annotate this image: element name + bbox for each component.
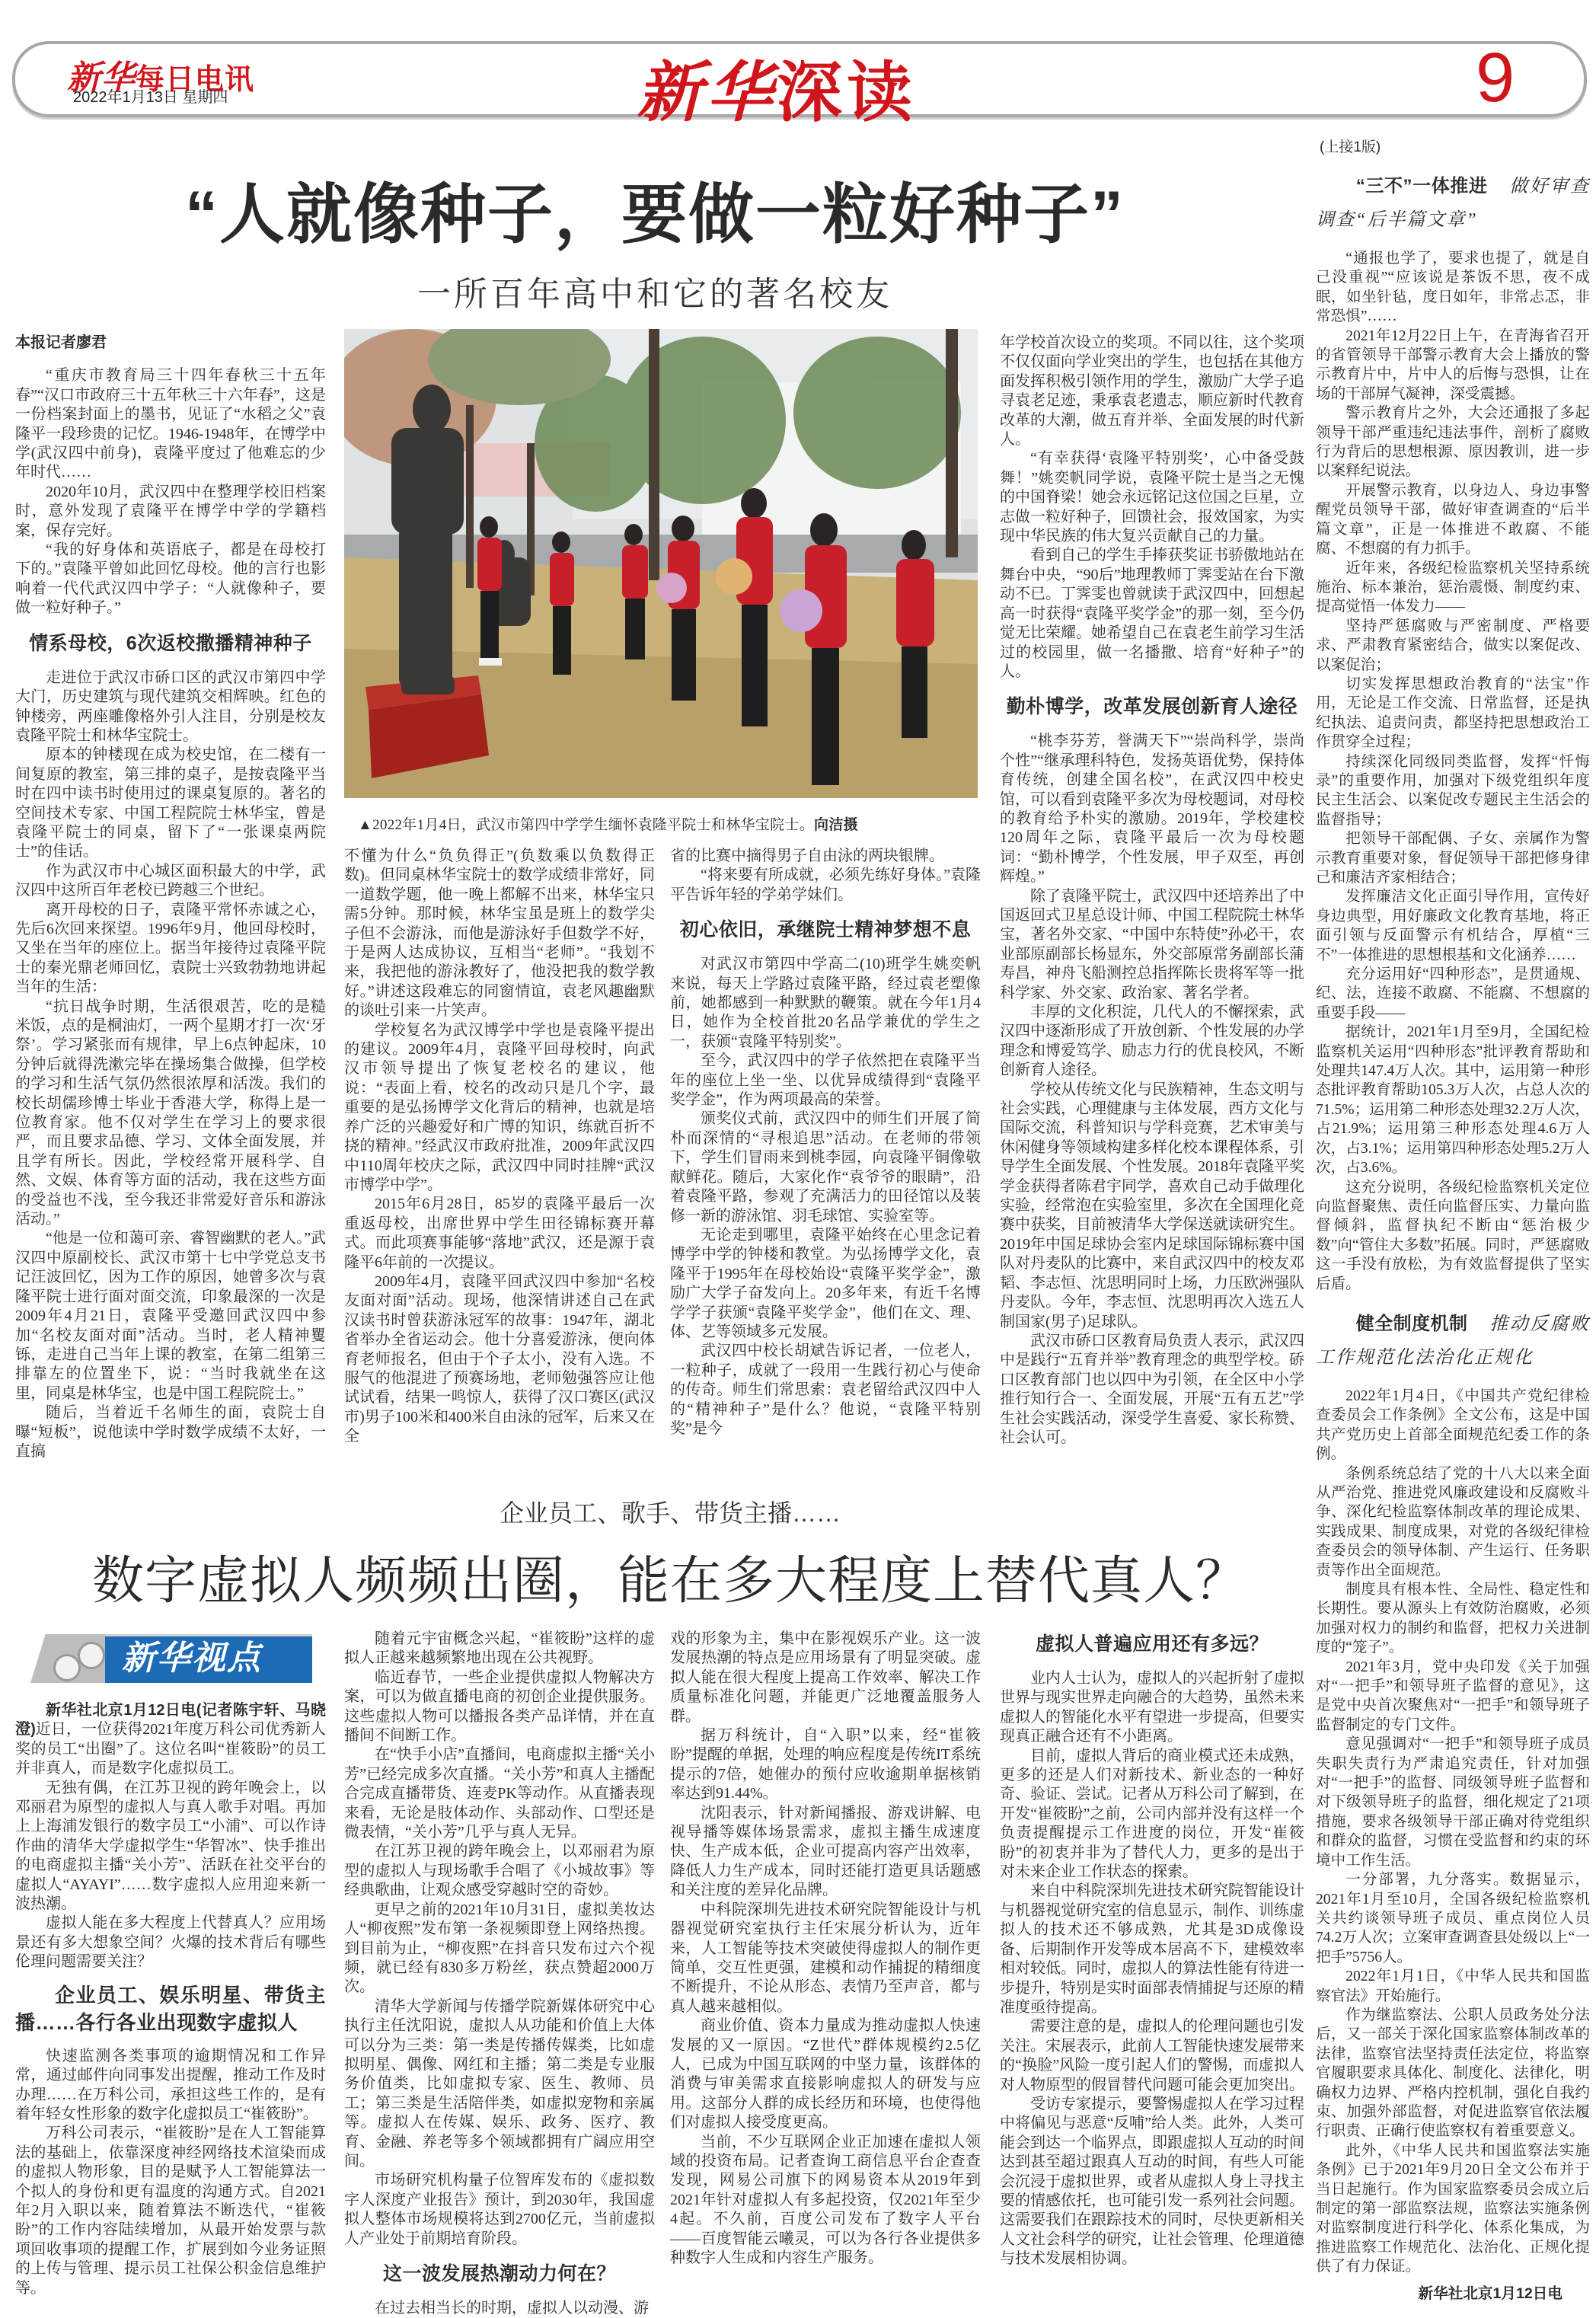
section-heading: 企业员工、娱乐明星、带货主播……各行各业出现数字虚拟人 — [15, 1983, 326, 2034]
section-heading: 这一波发展热潮动力何在？ — [382, 2263, 616, 2284]
section-heading-main: 健全制度机制 — [1355, 1313, 1468, 1334]
paragraph: 警示教育片之外，大会还通报了多起领导干部严重违纪违法事件，剖析了腐败行为背后的思想根源、原因教训，进一步以案释纪说法。 — [1316, 405, 1590, 480]
paragraph: “我的好身体和英语底子，都是在母校打下的。”袁隆平曾如此回忆母校。他的言行也影响着一代代武汉四中学子：“人就像种子，要做一粒好种子。” — [15, 541, 326, 617]
paragraph: 据万科统计，自“入职”以来，经“崔筱盼”提醒的单据，处理的响应程度是传统IT系统提示的7倍，她催办的预付应收逾期单据核销率达到91.44%。 — [670, 1727, 981, 1802]
section-heading: 初心依旧，承继院士精神梦想不息 — [679, 919, 972, 941]
lead-text: 近日，一位获得2021年度万科公司优秀新人奖的员工“出圈”了。这位名叫“崔筱盼”的员工并非真人，而是数字化虚拟员工。 — [15, 1721, 326, 1777]
paragraph: 切实发挥思想政治教育的“法宝”作用，无论是工作交流、日常监督，还是执纪执法、追责问责，都坚持把思想政治工作贯穿全过程； — [1316, 675, 1590, 751]
paragraph: 这充分说明，各级纪检监察机关定位向监督聚焦、责任向监督压实、力量向监督倾斜，监督执纪不断由“惩治极少数”向“管住大多数”拓展。同时，严惩腐败这一手没有放松，为有效监督提供了坚实后盾。 — [1316, 1179, 1590, 1292]
paragraph: 除了袁隆平院士，武汉四中还培养出了中国返回式卫星总设计师、中国工程院院士林华宝，著名外交家、“中国中东特使”孙必干，农业部原副部长杨显东，外交部原常务副部长蒲寿昌，神舟飞船测控总指挥陈长贵将军等一批科学家、外交家、政治家、著名学者。 — [1000, 887, 1304, 1001]
paragraph-continued: 不懂为什么“负负得正”(负数乘以负数得正数)。但同桌林华宝院士的数学成绩非常好，同一道数学题，他一晚上都解不出来，林华宝只需5分钟。那时候，林华宝虽是班上的数学尖子但不会游泳，而他是游泳好手但数学不好，于是两人达成协议，互相当“老师”。“我划不来，我把他的游泳教好了，他没把我的数学教好。”讲述这段难忘的同窗情谊，袁老风趣幽默的谈吐引来一片笑声。 — [344, 848, 655, 1020]
continued-from-label: (上接1版) — [1320, 139, 1381, 155]
story1-column-3 — [670, 847, 981, 1438]
section-heading-secondary: 做好审查调查“后半篇文章” — [1316, 177, 1591, 230]
issue-date: 2022年1月13日 星期四 — [73, 89, 228, 106]
section-heading-main: “三不”一体推进 — [1355, 176, 1488, 196]
paragraph-continued: 年学校首次设立的奖项。不同以往，这个奖项不仅仅面向学业突出的学生，也包括在其他方面发挥积极引领作用的学生，激励广大学子追寻袁老足迹，秉承袁老遗志，顺应新时代教育改革的大潮，做五育并举、全面发展的时代新人。 — [1000, 334, 1304, 449]
paragraph: 武汉市硚口区教育局负责人表示，武汉四中是践行“五育并举”教育理念的典型学校。硚口区教育部门也以四中为引领，在全区中小学推行知行合一、全面发展，开展“五有五艺”学生社会实践活动，深受学生喜爱、家长称赞、社会认可。 — [1000, 1332, 1304, 1446]
story1-headline: “人就像种子，要做一粒好种子” — [185, 178, 1125, 251]
paragraph: 丰厚的文化积淀，几代人的不懈探索，武汉四中逐渐形成了开放创新、个性发展的办学理念和博爱笃学、励志力行的优良校风，不断创新育人途径。 — [1000, 1004, 1304, 1079]
paragraph: 武汉四中校长胡斌告诉记者，一位老人，一粒种子，成就了一段用一生践行初心与使命的传奇。师生们常思索：袁老留给武汉四中人的“精神种子”是什么？他说，“袁隆平特别奖”是今 — [670, 1343, 981, 1437]
story2-column-2 — [344, 1630, 655, 2318]
paragraph: 2022年1月4日，《中国共产党纪律检查委员会工作条例》全文公布，这是中国共产党历史上首部全面规范纪委工作的条例。 — [1316, 1387, 1590, 1463]
paragraph: 近年来，各级纪检监察机关坚持系统施治、标本兼治，惩治震慑、制度约束、提高觉悟一体发力—— — [1316, 560, 1590, 615]
paragraph: 意见强调对“一把手”和领导班子成员失职失责行为严肃追究责任，针对加强对“一把手”的监督、同级领导班子监督和对下级领导班子的监督，细化规定了21项措施，要求各级领导干部正确对待党组织和群众的监督，习惯在受监督和约束的环境中工作生活。 — [1316, 1736, 1590, 1869]
paragraph: “抗日战争时期，生活很艰苦，吃的是糙米饭，点的是桐油灯，一两个星期才打一次‘牙祭’。学习紧张而有规律，早上6点钟起床，10分钟后就得洗漱完毕在操场集合做操，但学校的学习和生活气氛仍然很浓厚和活泼。我们的校长胡儒珍博士毕业于香港大学，称得上是一位教育家。他不仅对学生在学习上的要求很严，而且要求品德、学习、文体全面发展，并且学有所长。因此，学校经常开展科学、自然、文娱、体育等方面的活动，我在这些方面的受益也不浅，至今我还非常爱好音乐和游泳活动。” — [15, 998, 326, 1228]
xinhua-viewpoint-logo — [30, 1634, 312, 1683]
section-name-calligraphy: 新华 — [637, 56, 777, 129]
paragraph: 2020年10月，武汉四中在整理学校旧档案时，意外发现了袁隆平在博学中学的学籍档案，保存完好。 — [15, 483, 326, 539]
section-heading — [1316, 1307, 1590, 1375]
paragraph-continued: 戏的形象为主，集中在影视娱乐产业。这一波发展热潮的特点是应用场景有了明显突破。虚拟人能在很大程度上提高工作效率、解决工作质量标准化问题，并能更广泛地覆盖服务人群。 — [670, 1630, 981, 1725]
paragraph: “通报也学了，要求也提了，就是自己没重视”“应该说是茶饭不思，夜不成眠，如坐针毡，度日如年，非常忐忑，非常恐惧”…… — [1316, 251, 1590, 325]
logo-text: 新华视点 — [122, 1640, 262, 1677]
binocular-lens-icon — [78, 1642, 105, 1669]
paper-name-calligraphy: 新华 — [67, 59, 136, 97]
paragraph: 看到自己的学生手捧获奖证书骄傲地站在舞台中央，“90后”地理教师丁霁雯站在台下激动不已。丁霁雯也曾就读于武汉四中，回想起高一时获得“袁隆平奖学金”的那一刻，至今仍觉无比荣耀。她希望自己在袁老生前学习生活过的校园里，做一名播撒、培育“好种子”的人。 — [1000, 547, 1304, 680]
paragraph: 在江苏卫视的跨年晚会上，以邓丽君为原型的虚拟人与现场歌手合唱了《小城故事》等经典歌曲，让观众感受穿越时空的奇妙。 — [344, 1843, 655, 1899]
story1-column-2 — [344, 847, 655, 1447]
paragraph: 原本的钟楼现在成为校史馆，在二楼有一间复原的教室，第三排的桌子，是按袁隆平当时在四中读书时使用过的课桌复原的。著名的空间技术专家、中国工程院院士林华宝，曾是袁隆平院士的同桌，留下了“一张课桌两院士”的佳话。 — [15, 746, 326, 860]
paragraph: 发挥廉洁文化正面引导作用，宣传好身边典型，用好廉政文化教育基地，将正面引领与反面警示有机结合，厚植“三不”一体推进的思想根基和文化涵养…… — [1316, 889, 1590, 963]
paragraph: 虚拟人能在多大程度上代替真人？应用场景还有多大想象空间？火爆的技术背后有哪些伦理问题需要关注？ — [15, 1914, 326, 1971]
photo-students-at-statue — [344, 329, 978, 798]
paragraph: 当前，不少互联网企业正加速在虚拟人领域的投资布局。记者查询工商信息平台企查查发现，网易公司旗下的网易资本从2019年到2021年针对虚拟人有多起投资，仅2021年至少4起。不久前，百度公司发布了数字人平台——百度智能云曦灵，可以为各行各业提供多种数字人生成和内容生产服务。 — [670, 2133, 981, 2266]
paragraph: 随后，当着近千名师生的面，袁院士自曝“短板”，说他读中学时数学成绩不太好，一直搞 — [15, 1404, 326, 1460]
paragraph: 持续深化同级同类监督，发挥“忏悔录”的重要作用，加强对下级党组织年度民主生活会、以案促改专题民主生活会的监督指导； — [1316, 753, 1590, 828]
story2-column-3 — [670, 1630, 981, 2268]
paragraph: 制度具有根本性、全局性、稳定性和长期性。要从源头上有效防治腐败，必须加强对权力的制约和监督，把权力关进制度的“笼子”。 — [1316, 1582, 1590, 1656]
paragraph: 中科院深圳先进技术研究院智能设计与机器视觉研究室执行主任宋展分析认为，近年来，人工智能等技术突破使得虚拟人的制作更简单，交互性更强，建模和动作捕捉的精细度不断提升，不论从形态、表情乃至声音，都与真人越来越相似。 — [670, 1901, 981, 2015]
photo-credit: 向洁摄 — [814, 817, 858, 833]
paragraph: 沈阳表示，针对新闻播报、游戏讲解、电视导播等媒体场景需求，虚拟主播生成速度快、生产成本低，企业可提高内容产出效率，降低人力生产成本，同时还能打造更具话题感和关注度的差异化品牌。 — [670, 1804, 981, 1899]
paragraph: 开展警示教育，以身边人、身边事警醒党员领导干部，做好审查调查的“后半篇文章”，正是一体推进不敢腐、不能腐、不想腐的有力抓手。 — [1316, 482, 1590, 557]
story2-kicker: 企业员工、歌手、带货主播…… — [499, 1499, 841, 1527]
paragraph: 2009年4月，袁隆平回武汉四中参加“名校友面对面”活动。现场，他深情讲述自己在武汉读书时曾获游泳冠军的故事：1947年，湖北省举办全省运动会。他十分喜爱游泳，便向体育老师报名，但由于个子太小，没有入选。不服气的他混进了预赛场地，老师勉强答应让他试试看，结果一鸣惊人，获得了汉口赛区(武汉市)男子100米和400米自由泳的冠军，后来又在全 — [344, 1272, 655, 1445]
logo-banner — [105, 1634, 312, 1683]
paragraph: “他是一位和蔼可亲、睿智幽默的老人。”武汉四中原副校长、武汉市第十七中学党总支书记汪波回忆，因为工作的原因，她曾多次与袁隆平院士进行面对面交流，印象最深的一次是2009年4月21日，袁隆平受邀回武汉四中参加“名校友面对面”活动。当时，老人精神矍铄，走进自己当年上课的教室，在第二组第三排靠左的位置坐下，说：“当时我就坐在这里，同桌是林华宝，也是中国工程院院士。” — [15, 1230, 326, 1402]
paragraph: 充分运用好“四种形态”，是贯通规、纪、法，连接不敢腐、不能腐、不想腐的重要手段—— — [1316, 966, 1590, 1021]
story2-column-1 — [15, 1630, 326, 2298]
paragraph: 颁奖仪式前，武汉四中的师生们开展了简朴而深情的“寻根追思”活动。在老师的带领下，学生们冒雨来到桃李园，向袁隆平铜像敬献鲜花。随后，大家化作“袁爷爷的眼睛”，沿着袁隆平路，参观了充满活力的田径馆以及装修一新的游泳馆、羽毛球馆、实验室等。 — [670, 1110, 981, 1224]
paragraph: 此外，《中华人民共和国监察法实施条例》已于2021年9月20日全文公布并于当日起施行。作为国家监察委员会成立后制定的第一部监察法规，监察法实施条例对监察制度进行科学化、体系化集成，为推进监察工作规范化、法治化、正规化提供了有力保证。 — [1316, 2142, 1590, 2275]
paragraph: “将来要有所成就，必须先练好身体。”袁隆平告诉年轻的学弟学妹们。 — [670, 867, 981, 903]
dateline-signoff: 新华社北京1月12日电 — [1418, 2284, 1562, 2302]
paragraph: 2022年1月1日，《中华人民共和国监察官法》开始施行。 — [1316, 1968, 1590, 2004]
paragraph: 目前，虚拟人背后的商业模式还未成熟，更多的还是人们对新技术、新业态的一种好奇、验证、尝试。记者从万科公司了解到，在开发“崔筱盼”之前，公司内部并没有这样一个负责提醒提示工作进度的岗位，开发“崔筱盼”的初衷并非为了替代人力，更多的是出于对未来企业工作状态的探索。 — [1000, 1747, 1304, 1881]
paragraph: 来自中科院深圳先进技术研究院智能设计与机器视觉研究室的信息显示，制作、训练虚拟人的技术还不够成熟，尤其是3D成像设备、后期制作开发等成本居高不下，建模效率相对较低。同时，虚拟人的算法性能有待进一步提升，特别是实时面部表情捕捉与还原的精准度亟待提高。 — [1000, 1882, 1304, 2016]
paragraph: 一分部署，九分落实。数据显示，2021年1月至10月，全国各级纪检监察机关共约谈领导班子成员、重点岗位人员74.2万人次；立案审查调查县处级以上“一把手”5756人。 — [1316, 1872, 1590, 1965]
paragraph: 更早之前的2021年10月31日，虚拟美妆达人“柳夜熙”发布第一条视频即登上网络热搜。到目前为止，“柳夜熙”在抖音只发布过六个视频，就已经有830多万粉丝，获点赞超2000万次。 — [344, 1901, 655, 1996]
story2-headline: 数字虚拟人频频出圈，能在多大程度上替代真人？ — [91, 1552, 1248, 1610]
paragraph: 2021年3月，党中央印发《关于加强对“一把手”和领导班子监督的意见》，这是党中央首次聚焦对“一把手”和领导班子监督制定的专门文件。 — [1316, 1659, 1590, 1733]
paragraph: 离开母校的日子，袁隆平常怀赤诚之心，先后6次回来探望。1996年9月，他回母校时，又坐在当年的座位上。据当年接待过袁隆平院士的秦光鼎老师回忆，袁院士兴致勃勃地讲起当年的生活： — [15, 901, 326, 996]
section-heading — [1316, 170, 1590, 237]
paragraph: 清华大学新闻与传播学院新媒体研究中心执行主任沈阳说，虚拟人从功能和价值上大体可以分为三类：第一类是传播传媒类，比如虚拟明星、偶像、网红和主播；第二类是专业服务价值类，比如虚拟专家、医生、教师、员工；第三类是生活陪伴类，如虚拟宠物和亲属等。虚拟人在传媒、娱乐、政务、医疗、教育、金融、养老等多个领域都拥有广阔应用空间。 — [344, 1997, 655, 2170]
story2-column-1-body — [15, 1701, 326, 2298]
paragraph: 需要注意的是，虚拟人的伦理问题也引发关注。宋展表示，此前人工智能快速发展带来的“换脸”风险一度引起人们的警惕，而虚拟人对人物原型的假冒替代问题可能会更加突出。 — [1000, 2018, 1304, 2093]
paragraph: 坚持严惩腐败与严密制度、严格要求、严肃教育紧密结合，做实以案促改、以案促治； — [1316, 618, 1590, 673]
paragraph: 在过去相当长的时期，虚拟人以动漫、游 — [375, 2300, 649, 2316]
paragraph: 商业价值、资本力量成为推动虚拟人快速发展的又一原因。“Z世代”群体规模约2.5亿人，已成为中国互联网的中坚力量，该群体的消费与审美需求直接影响虚拟人的研发与应用。这部分人群的成长经历和环境，也使得他们对虚拟人接受度更高。 — [670, 2017, 981, 2131]
paragraph: 作为继监察法、公职人员政务处分法后，又一部关于深化国家监察体制改革的法律，监察官法坚持责任法定位，将监察官履职要求具体化、制度化、法律化，明确权力边界、严格内控机制，强化自我约束、加强外部监督，对促进监察官依法履行职责、正确行使监察权有着重要意义。 — [1316, 2007, 1590, 2140]
paragraph: 业内人士认为，虚拟人的兴起折射了虚拟世界与现实世界走向融合的大趋势，虽然未来虚拟人的智能化水平有望进一步提高，但要实现真正融合还有不小距离。 — [1000, 1670, 1304, 1745]
story1-column-4 — [1000, 334, 1304, 1448]
paragraph: 无论走到哪里，袁隆平始终在心里念记着博学中学的钟楼和教堂。为弘扬博学文化，袁隆平于1995年在母校始设“袁隆平奖学金”，激励广大学子奋发向上。20多年来，有近千名博学学子获颁“袁隆平奖学金”，他们在文、理、体、艺等领域多元发展。 — [670, 1226, 981, 1340]
story1-column-1 — [15, 334, 326, 1461]
caption-text: ▲2022年1月4日，武汉市第四中学学生缅怀袁隆平院士和林华宝院士。 — [358, 817, 815, 833]
section-name — [637, 40, 917, 134]
paragraph: 快速监测各类事项的逾期情况和工作异常，通过邮件向同事发出提醒，推动工作及时办理……在万科公司，承担这些工作的，是有着年轻女性形象的数字化虚拟员工“崔筱盼”。 — [15, 2047, 326, 2122]
paragraph: 无独有偶，在江苏卫视的跨年晚会上，以邓丽君为原型的虚拟人与真人歌手对唱。再加上上海浦发银行的数字员工“小浦”、可以作诗作曲的清华大学虚拟学生“华智冰”、快手推出的电商虚拟主播“关小芳”、活跃在社交平台的虚拟人“AYAYI”……数字虚拟人应用迎来新一波热潮。 — [15, 1779, 326, 1913]
byline: 本报记者廖君 — [15, 334, 107, 351]
paragraph: 万科公司表示，“崔筱盼”是在人工智能算法的基础上，依靠深度神经网络技术渲染而成的虚拟人物形象，目的是赋予人工智能算法一个拟人的身份和更有温度的沟通方式。自2021年2月入职以来，随着算法不断迭代，“崔筱盼”的工作内容陆续增加，从最开始发票与款项回收事项的提醒工作，扩展到如今业务证照的上传与管理、提示员工社保公积金信息维护等。 — [15, 2125, 326, 2297]
section-heading: 虚拟人普遍应用还有多远？ — [1035, 1633, 1269, 1655]
paper-name-rest: 每日电讯 — [136, 64, 255, 96]
paragraph: 作为武汉市中心城区面积最大的中学，武汉四中这所百年老校已跨越三个世纪。 — [15, 862, 326, 899]
story2-column-4 — [1000, 1630, 1304, 2269]
paragraph: 对武汉市第四中学高二(10)班学生姚奕帆来说，每天上学路过袁隆平路，经过袁老塑像前，她都感到一种默默的鞭策。就在今年1月4日，她作为全校首批20名品学兼优的学生之一，获颁“袁隆平特别奖”。 — [670, 956, 981, 1050]
paragraph: 市场研究机构量子位智库发布的《虚拟数字人深度产业报告》预计，到2030年，我国虚拟人整体市场规模将达到2700亿元，当前虚拟人产业处于前期培育阶段。 — [344, 2172, 655, 2247]
paragraph: 在“快手小店”直播间，电商虚拟主播“关小芳”已经完成多次直播。“关小芳”和真人主播配合完成直播带货、连麦PK等动作。从直播表现来看，无论是肢体动作、头部动作、口型还是微表情，“关小芳”几乎与真人无异。 — [344, 1746, 655, 1841]
paragraph: “重庆市教育局三十四年春秋三十五年春”“汉口市政府三十五年秋三十六年春”，这是一份档案封面上的墨书，见证了“水稻之父”袁隆平一段珍贵的记忆。1946-1948年，在博学中学(武汉四中前身)，袁隆平度过了他难忘的少年时代…… — [15, 367, 326, 481]
lead-paragraph — [15, 1701, 326, 1779]
dateline: 新华社北京1月12日电(记者陈宇轩、马晓澄) — [15, 1702, 326, 1738]
section-heading-secondary: 推动反腐败工作规范化法治化正规化 — [1316, 1314, 1591, 1368]
paragraph: 2021年12月22日上午，在青海省召开的省管领导干部警示教育大会上播放的警示教育片中，片中人的后悔与恐惧，让在场的干部屏气凝神，深受震撼。 — [1316, 327, 1590, 402]
paragraph: 把领导干部配偶、子女、亲属作为警示教育重要对象，督促领导干部把修身律己和廉洁齐家相结合； — [1316, 831, 1590, 886]
paragraph: 学校从传统文化与民族精神，生态文明与社会实践，心理健康与主体发展，西方文化与国际交流，科普知识与学科竞赛，艺术审美与休闲健身等领域构建多样化校本课程体系，引导学生全面发展、个性发展。2018年袁隆平奖学金获得者陈君宇同学，喜欢自己动手做理化实验，经常泡在实验室里，多次在全国理化竞赛中获奖，目前被清华大学保送就读研究生。2019年中国足球协会室内足球国际锦标赛中国队对丹麦队的比赛中，来自武汉四中的校友邓韬、李志恒、沈思明同时上场，力压欧洲强队丹麦队。今年，李志恒、沈思明再次入选五人制国家(男子)足球队。 — [1000, 1081, 1304, 1330]
story1-subheadline: 一所百年高中和它的著名校友 — [417, 276, 892, 313]
paragraph: 学校复名为武汉博学中学也是袁隆平提出的建议。2009年4月，袁隆平回母校时，向武汉市领导提出了恢复老校名的建议，他说：“表面上看，校名的改动只是几个字，最重要的是弘扬博学文化背后的精神，也就是培养广泛的兴趣爱好和广博的知识，练就百折不挠的精神。”经武汉市政府批准，2009年武汉四中110周年校庆之际，武汉四中同时挂牌“武汉市博学中学”。 — [344, 1021, 655, 1193]
paragraph: 据统计，2021年1月至9月，全国纪检监察机关运用“四种形态”批评教育帮助和处理共147.4万人次。其中，运用第一种形态批评教育帮助105.3万人次，占总人次的71.5%；运用第二种形态处理32.2万人次，占21.9%；运用第三种形态处理4.6万人次，占3.1%；运用第四种形态处理5.2万人次，占3.6%。 — [1316, 1024, 1590, 1177]
paragraph: 临近春节，一些企业提供虚拟人物解决方案，可以为做直播电商的初创企业提供服务。这些虚拟人物可以播报各类产品详情，并在直播间不间断工作。 — [344, 1668, 655, 1745]
paragraph: “有幸获得‘袁隆平特别奖’，心中备受鼓舞！”姚奕帆同学说，袁隆平院士是当之无愧的中国脊梁！她会永远铭记这位国之巨星，立志做一粒好种子，回馈社会，报效国家，为实现中华民族的伟大复兴贡献自己的力量。 — [1000, 450, 1304, 545]
section-heading: 勤朴博学，改革发展创新育人途径 — [1006, 696, 1298, 718]
paragraph-continued: 省的比赛中摘得男子自由泳的两块银牌。 — [670, 848, 944, 864]
page-number: 9 — [1476, 39, 1515, 117]
paragraph: 随着元宇宙概念兴起，“崔筱盼”这样的虚拟人正越来越频繁地出现在公共视野。 — [344, 1630, 655, 1667]
story1-photo — [344, 329, 978, 798]
paragraph: 受访专家提示，要警惕虚拟人在学习过程中将偏见与恶意“反哺”给人类。此外，人类可能会到达一个临界点，即跟虚拟人互动的时间达到甚至超过跟真人互动的时间，有些人可能会沉浸于虚拟世界，或者从虚拟人身上寻找主要的情感依托，也可能引发一系列社会问题。这需要我们在跟踪技术的同时，尽快更新相关人文社会科学的研究，让社会管理、伦理道德与技术发展相协调。 — [1000, 2095, 1304, 2268]
paragraph: 至今，武汉四中的学子依然把在袁隆平当年的座位上坐一坐、以优异成绩得到“袁隆平奖学金”，作为两项最高的荣誉。 — [670, 1052, 981, 1109]
binocular-lens-icon — [53, 1654, 81, 1681]
section-heading: 情系母校，6次返校撒播精神种子 — [29, 632, 312, 654]
sidebar-column — [1316, 156, 1590, 2304]
paragraph: 2015年6月28日，85岁的袁隆平最后一次重返母校，出席世界中学生田径锦标赛开幕式。而此项赛事能够“落地”武汉，还是源于袁隆平6年前的一次提议。 — [344, 1196, 655, 1271]
paragraph: 走进位于武汉市硚口区的武汉市第四中学大门，历史建筑与现代建筑交相辉映。红色的钟楼旁，两座雕像格外引人注目，分别是校友袁隆平院士和林华宝院士。 — [15, 669, 326, 744]
paragraph: “桃李芬芳，誉满天下”“崇尚科学，崇尚个性”“继承理科特色，发扬英语优势，保持体育传统，创建全国名校”，在武汉四中校史馆，可以看到袁隆平多次为母校题词，对母校的教育给予朴实的激励。2019年，学校建校120周年之际，袁隆平最后一次为母校题词：“勤朴博学，个性发展，甲子双至，再创辉煌。” — [1000, 733, 1304, 886]
photo-caption — [358, 813, 982, 834]
section-name-rest: 深读 — [777, 56, 917, 129]
paragraph: 条例系统总结了党的十八大以来全面从严治党、推进党风廉政建设和反腐败斗争、深化纪检监察体制改革的理论成果、实践成果、制度成果，对党的各级纪律检查委员会的领导体制、产生运行、任务职责等作出全面规范。 — [1316, 1465, 1590, 1579]
